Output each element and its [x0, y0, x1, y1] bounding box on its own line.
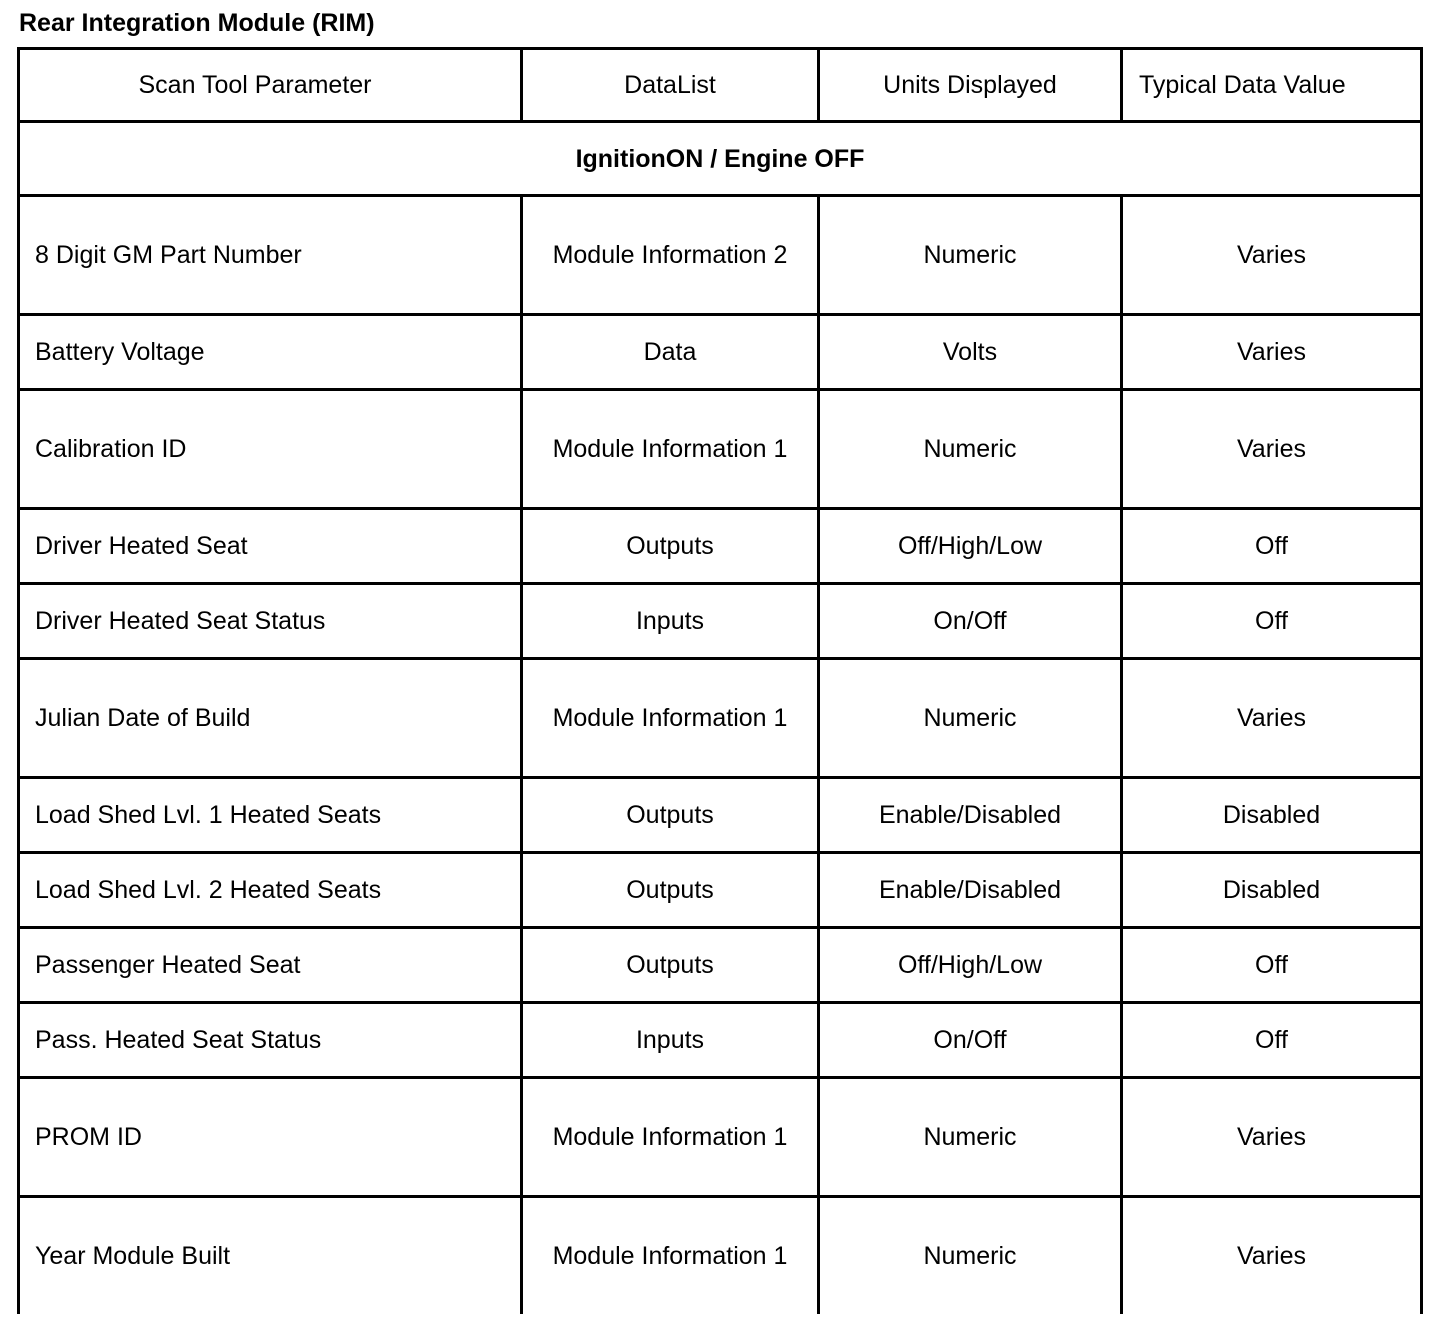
parameter-cell: Driver Heated Seat Status	[19, 584, 522, 659]
units-cell: Enable/Disabled	[819, 778, 1122, 853]
table-header-row	[19, 49, 1422, 122]
datalist-cell: Data	[522, 315, 819, 390]
typical-value-cell: Disabled	[1122, 778, 1422, 853]
units-cell: Volts	[819, 315, 1122, 390]
table-row	[19, 659, 1422, 778]
units-cell: On/Off	[819, 1003, 1122, 1078]
table-row	[19, 1197, 1422, 1315]
datalist-cell: Module Information 1	[522, 390, 819, 509]
parameter-cell: Load Shed Lvl. 1 Heated Seats	[19, 778, 522, 853]
table-row	[19, 1078, 1422, 1197]
datalist-cell: Outputs	[522, 778, 819, 853]
parameter-cell: PROM ID	[19, 1078, 522, 1197]
typical-value-cell: Varies	[1122, 1197, 1422, 1315]
table-row	[19, 315, 1422, 390]
table-row	[19, 778, 1422, 853]
datalist-cell: Outputs	[522, 853, 819, 928]
datalist-cell: Outputs	[522, 928, 819, 1003]
units-cell: Numeric	[819, 659, 1122, 778]
datalist-cell: Module Information 2	[522, 196, 819, 315]
column-header-parameter: Scan Tool Parameter	[19, 49, 522, 122]
units-cell: On/Off	[819, 584, 1122, 659]
section-row	[19, 122, 1422, 196]
datalist-cell: Inputs	[522, 1003, 819, 1078]
parameter-cell: Load Shed Lvl. 2 Heated Seats	[19, 853, 522, 928]
typical-value-cell: Disabled	[1122, 853, 1422, 928]
scan-tool-parameter-table	[17, 47, 1423, 1314]
units-cell: Off/High/Low	[819, 928, 1122, 1003]
typical-value-cell: Varies	[1122, 196, 1422, 315]
units-cell: Numeric	[819, 390, 1122, 509]
parameter-cell: Julian Date of Build	[19, 659, 522, 778]
table-row	[19, 853, 1422, 928]
typical-value-cell: Off	[1122, 1003, 1422, 1078]
parameter-cell: 8 Digit GM Part Number	[19, 196, 522, 315]
datalist-cell: Module Information 1	[522, 659, 819, 778]
parameter-cell: Passenger Heated Seat	[19, 928, 522, 1003]
parameter-cell: Battery Voltage	[19, 315, 522, 390]
units-cell: Numeric	[819, 1197, 1122, 1315]
parameter-cell: Calibration ID	[19, 390, 522, 509]
typical-value-cell: Varies	[1122, 315, 1422, 390]
typical-value-cell: Off	[1122, 928, 1422, 1003]
page-title: Rear Integration Module (RIM)	[19, 9, 375, 37]
table-row	[19, 928, 1422, 1003]
table-row	[19, 390, 1422, 509]
units-cell: Numeric	[819, 196, 1122, 315]
typical-value-cell: Varies	[1122, 659, 1422, 778]
column-header-units: Units Displayed	[819, 49, 1122, 122]
table-row	[19, 584, 1422, 659]
section-heading: IgnitionON / Engine OFF	[19, 122, 1422, 196]
typical-value-cell: Off	[1122, 584, 1422, 659]
parameter-cell: Pass. Heated Seat Status	[19, 1003, 522, 1078]
parameter-cell: Driver Heated Seat	[19, 509, 522, 584]
typical-value-cell: Varies	[1122, 1078, 1422, 1197]
typical-value-cell: Varies	[1122, 390, 1422, 509]
datalist-cell: Inputs	[522, 584, 819, 659]
units-cell: Enable/Disabled	[819, 853, 1122, 928]
typical-value-cell: Off	[1122, 509, 1422, 584]
column-header-datalist: DataList	[522, 49, 819, 122]
datalist-cell: Module Information 1	[522, 1078, 819, 1197]
datalist-cell: Outputs	[522, 509, 819, 584]
column-header-typical-value: Typical Data Value	[1122, 49, 1422, 122]
table-row	[19, 196, 1422, 315]
parameter-cell: Year Module Built	[19, 1197, 522, 1315]
units-cell: Numeric	[819, 1078, 1122, 1197]
table-row	[19, 1003, 1422, 1078]
units-cell: Off/High/Low	[819, 509, 1122, 584]
datalist-cell: Module Information 1	[522, 1197, 819, 1315]
table-row	[19, 509, 1422, 584]
